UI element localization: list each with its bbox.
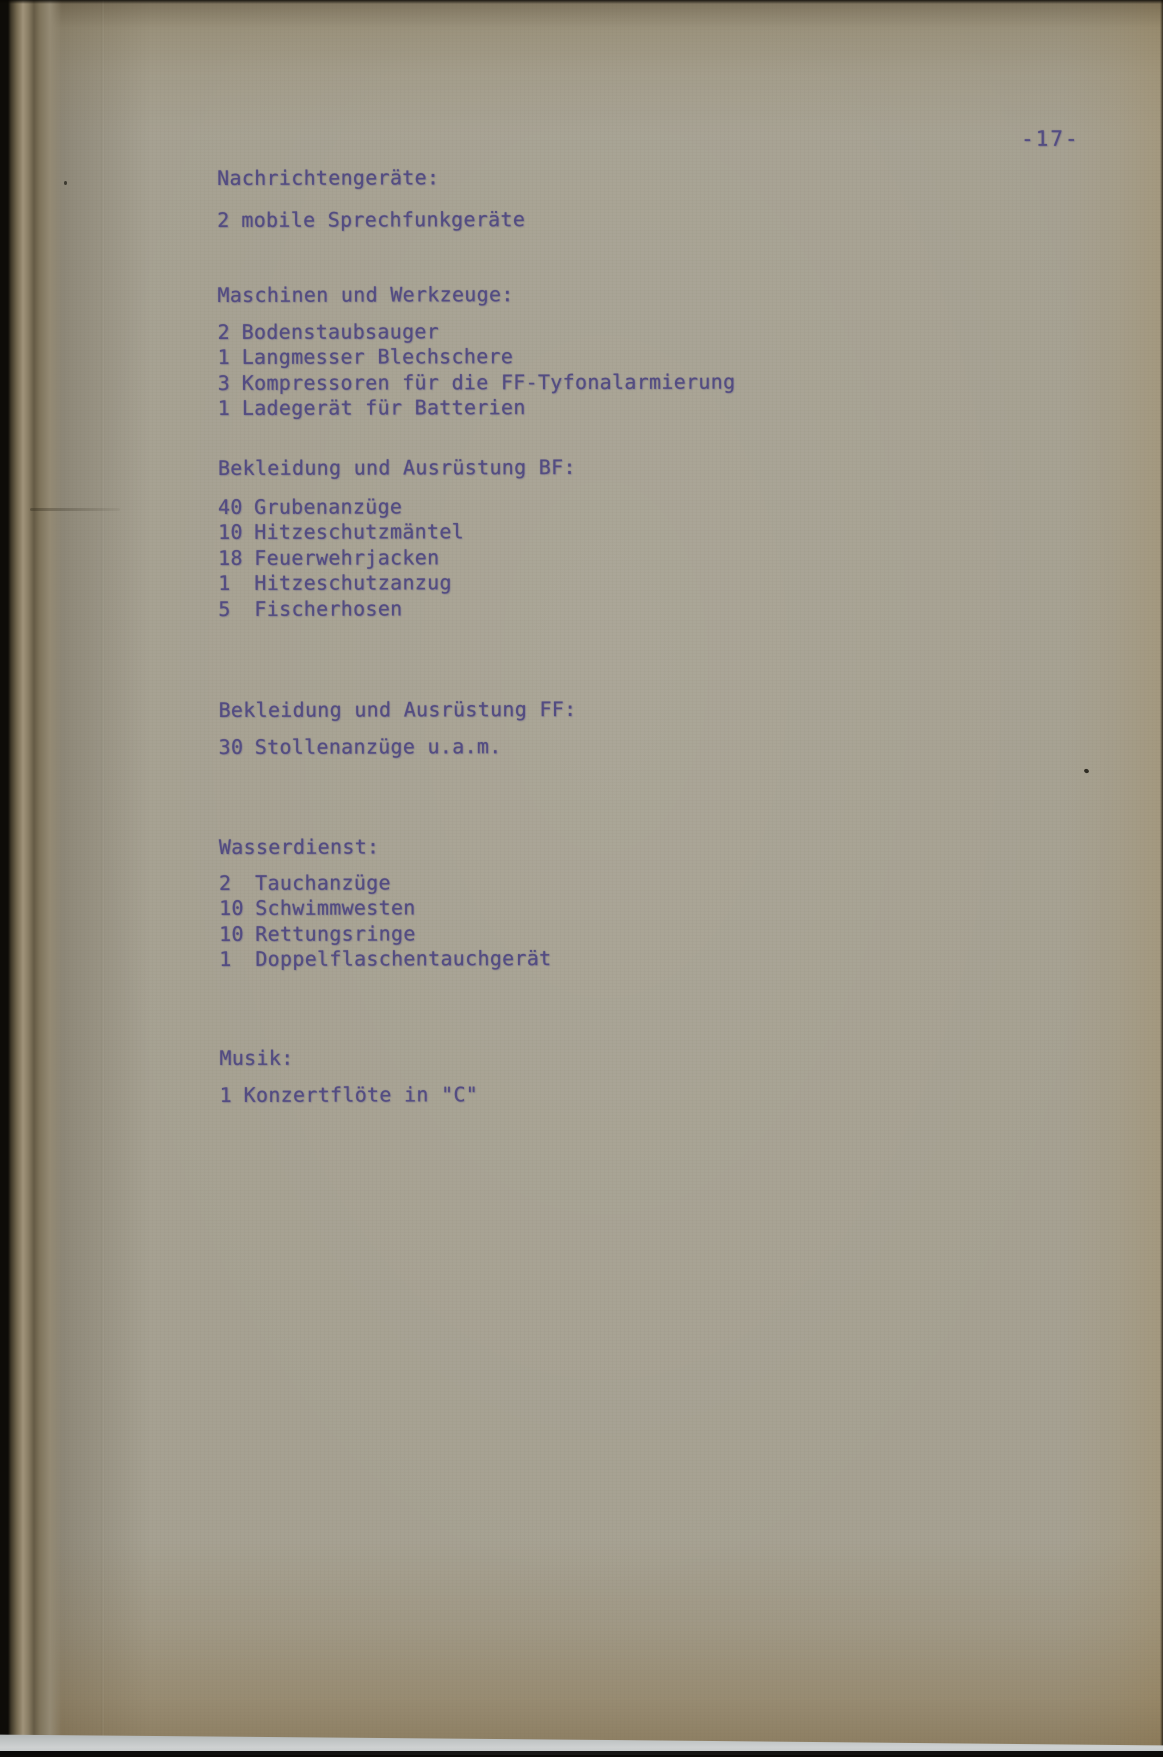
inventory-item bbox=[217, 207, 525, 233]
item-list bbox=[219, 870, 552, 972]
item-label: Doppelflaschentauchgerät bbox=[255, 946, 551, 971]
item-quantity: 1 bbox=[218, 345, 230, 370]
inventory-item bbox=[218, 395, 736, 422]
inventory-item bbox=[218, 570, 576, 596]
item-quantity: 2 bbox=[219, 871, 243, 896]
item-label: Fischerhosen bbox=[254, 596, 402, 620]
inventory-item bbox=[220, 1082, 479, 1108]
item-quantity: 30 bbox=[219, 735, 243, 760]
item-quantity: 5 bbox=[218, 596, 242, 621]
item-label: Konzertflöte in "C" bbox=[244, 1082, 479, 1107]
item-quantity: 2 bbox=[217, 208, 229, 233]
inventory-item bbox=[218, 596, 576, 622]
item-label: Hitzeschutzanzug bbox=[254, 571, 452, 596]
inventory-item bbox=[219, 734, 577, 760]
inventory-item bbox=[218, 344, 736, 371]
section-bekleidung-ausruestung-ff bbox=[219, 697, 577, 760]
section-heading: Nachrichtengeräte: bbox=[217, 165, 525, 191]
item-label: Feuerwehrjacken bbox=[254, 545, 439, 569]
item-list bbox=[220, 1082, 479, 1108]
item-quantity: 1 bbox=[220, 1083, 232, 1108]
section-bekleidung-ausruestung-bf bbox=[218, 455, 576, 622]
section-heading: Bekleidung und Ausrüstung BF: bbox=[218, 455, 576, 481]
inventory-item bbox=[218, 319, 736, 346]
item-quantity: 2 bbox=[218, 320, 230, 345]
item-list bbox=[219, 734, 577, 760]
page-number: -17- bbox=[1021, 127, 1080, 152]
item-label: Langmesser Blechschere bbox=[242, 345, 514, 370]
item-quantity: 18 bbox=[218, 546, 242, 571]
item-label: Stollenanzüge u.a.m. bbox=[255, 734, 502, 759]
dust-speck bbox=[64, 181, 67, 185]
item-list bbox=[218, 494, 576, 622]
item-list bbox=[217, 207, 525, 233]
item-list bbox=[218, 319, 736, 422]
item-label: Hitzeschutzmäntel bbox=[254, 520, 464, 545]
page-bottom-edge bbox=[0, 1751, 1163, 1755]
item-quantity: 10 bbox=[218, 520, 242, 545]
inventory-item bbox=[218, 519, 576, 545]
section-wasserdienst bbox=[219, 834, 552, 972]
section-musik bbox=[219, 1045, 478, 1108]
inventory-item bbox=[218, 369, 736, 396]
item-quantity: 1 bbox=[218, 396, 230, 421]
section-heading: Wasserdienst: bbox=[219, 834, 551, 860]
item-label: Schwimmwesten bbox=[255, 896, 415, 920]
item-quantity: 1 bbox=[219, 947, 243, 972]
inventory-item bbox=[219, 946, 551, 972]
item-label: mobile Sprechfunkgeräte bbox=[241, 207, 525, 232]
inventory-item bbox=[218, 494, 576, 520]
inventory-item bbox=[218, 545, 576, 571]
item-label: Grubenanzüge bbox=[254, 494, 402, 518]
item-quantity: 10 bbox=[219, 922, 243, 947]
item-label: Tauchanzüge bbox=[255, 870, 391, 894]
item-quantity: 10 bbox=[219, 896, 243, 921]
section-heading: Maschinen und Werkzeuge: bbox=[217, 282, 735, 308]
item-label: Rettungsringe bbox=[255, 921, 415, 945]
item-quantity: 3 bbox=[218, 371, 230, 396]
section-heading: Musik: bbox=[219, 1045, 478, 1071]
section-maschinen-und-werkzeuge bbox=[217, 282, 735, 422]
section-heading: Bekleidung und Ausrüstung FF: bbox=[219, 697, 577, 723]
inventory-item bbox=[219, 895, 551, 921]
inventory-item bbox=[219, 921, 551, 947]
section-nachrichtengeraete bbox=[217, 165, 525, 233]
item-quantity: 40 bbox=[218, 495, 242, 520]
item-label: Ladegerät für Batterien bbox=[242, 395, 526, 420]
item-quantity: 1 bbox=[218, 571, 242, 596]
inventory-item bbox=[219, 870, 551, 896]
item-label: Bodenstaubsauger bbox=[242, 319, 440, 344]
item-label: Kompressoren für die FF-Tyfonalarmierung bbox=[242, 369, 736, 394]
